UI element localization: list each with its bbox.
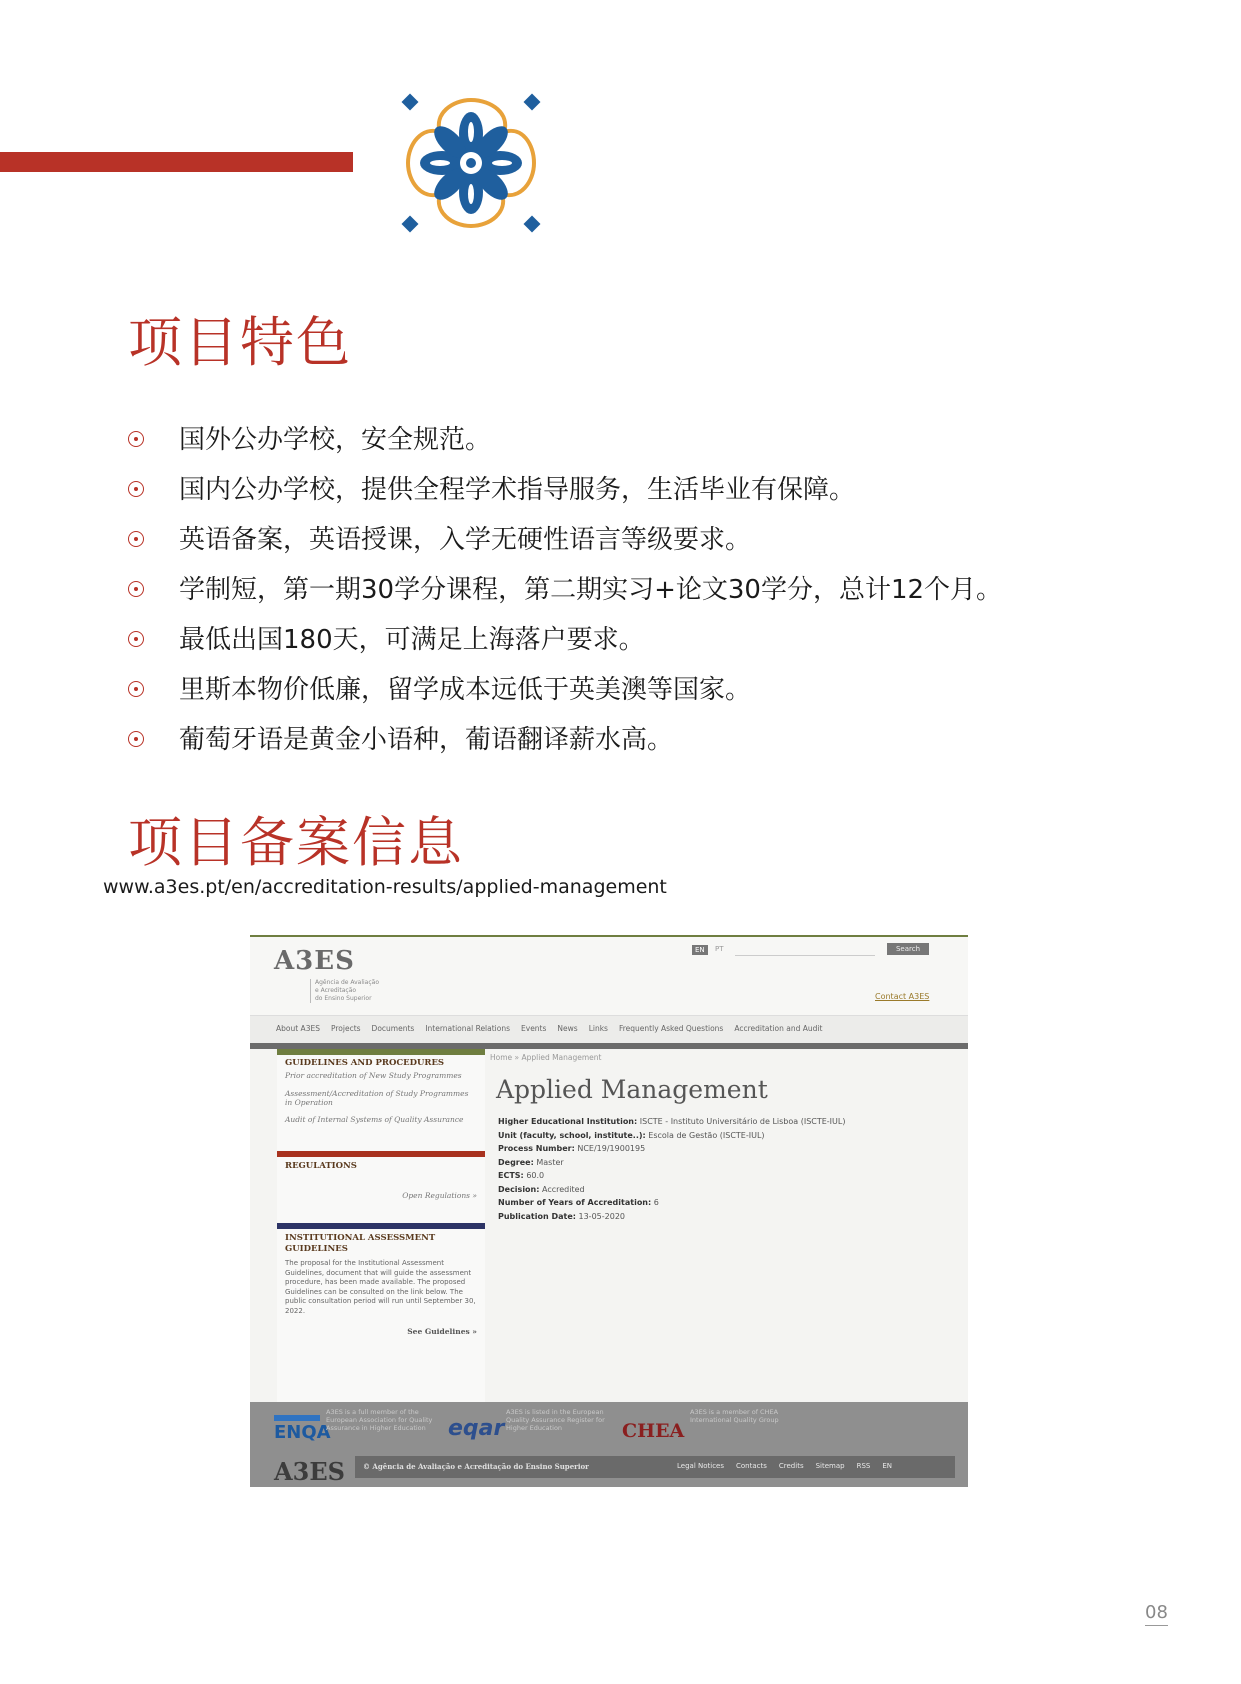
see-guidelines-link[interactable]: See Guidelines »: [407, 1327, 477, 1336]
detail-label: Degree:: [498, 1157, 534, 1167]
feature-text: 学制短，第一期30学分课程，第二期实习+论文30学分，总计12个月。: [179, 575, 1003, 605]
footer-link-lang[interactable]: EN: [882, 1462, 893, 1470]
feature-text: 葡萄牙语是黄金小语种，葡语翻译薪水高。: [179, 725, 674, 755]
detail-value: Accredited: [542, 1184, 585, 1194]
detail-row: [498, 1115, 845, 1129]
feature-item: [128, 715, 1188, 765]
a3es-logo-subtitle: Agência de Avaliação e Acreditação do Ensino Superior: [310, 979, 395, 1003]
enqa-logo-bar: [274, 1415, 320, 1421]
detail-row: [498, 1156, 845, 1170]
site-sidebar: [277, 1049, 485, 1409]
feature-item: [128, 515, 1188, 565]
accreditation-details: [498, 1115, 845, 1223]
nav-item-links[interactable]: Links: [588, 1024, 608, 1033]
circle-bullet-icon: [128, 681, 144, 697]
feature-text: 最低出国180天，可满足上海落户要求。: [179, 625, 645, 655]
section-title-features: 项目特色: [128, 311, 352, 374]
decorative-red-bar: [0, 152, 353, 172]
footer-link-legal[interactable]: Legal Notices: [677, 1462, 724, 1470]
detail-label: Number of Years of Accreditation:: [498, 1198, 652, 1207]
feature-text: 国内公办学校，提供全程学术指导服务，生活毕业有保障。: [179, 475, 856, 505]
detail-label: Unit (faculty, school, institute..):: [498, 1130, 646, 1140]
institutional-text: The proposal for the Institutional Assessment Guidelines, document that will guide the assessment procedure, has been made available. The proposed Guidelines can be consulted on the link below. The public consultation period will run until September 30, 2022.: [285, 1259, 476, 1315]
institutional-title: INSTITUTIONAL ASSESSMENT GUIDELINES: [285, 1233, 436, 1254]
detail-value: Escola de Gestão (ISCTE-IUL): [648, 1130, 765, 1140]
search-button[interactable]: Search: [887, 943, 929, 955]
sidebar-divider: [277, 1151, 485, 1157]
footer-link-sitemap[interactable]: Sitemap: [815, 1462, 845, 1470]
feature-item: [128, 415, 1188, 465]
nav-item-events[interactable]: Events: [521, 1024, 547, 1033]
enqa-logo[interactable]: ENQA: [274, 1422, 331, 1443]
sidebar-divider: [277, 1223, 485, 1229]
detail-value: 60.0: [526, 1171, 545, 1180]
site-header: [250, 937, 968, 1015]
enqa-description: A3ES is a full member of the European Association for Quality Assurance in Higher Education: [326, 1408, 433, 1432]
feature-text: 国外公办学校，安全规范。: [179, 425, 492, 455]
open-regulations-link[interactable]: Open Regulations »: [402, 1191, 477, 1200]
detail-row: [498, 1129, 845, 1143]
nav-item-accreditation[interactable]: Accreditation and Audit: [734, 1024, 823, 1033]
detail-value: ISCTE - Instituto Universitário de Lisboa (ISCTE-IUL): [639, 1117, 846, 1126]
a3es-website-screenshot: [250, 935, 968, 1487]
chea-logo[interactable]: CHEA: [622, 1420, 685, 1442]
footer-a3es-logo: A3ES: [274, 1457, 345, 1486]
contact-link[interactable]: Contact A3ES: [875, 992, 930, 1001]
footer-link-contacts[interactable]: Contacts: [736, 1462, 767, 1470]
eqar-description: A3ES is listed in the European Quality Assurance Register for Higher Education: [506, 1408, 605, 1432]
circle-bullet-icon: [128, 431, 144, 447]
chea-description: A3ES is a member of CHEA International Quality Group: [690, 1408, 779, 1424]
nav-item-international[interactable]: International Relations: [425, 1024, 511, 1033]
detail-label: Decision:: [498, 1184, 540, 1194]
detail-label: Process Number:: [498, 1144, 575, 1153]
registration-url[interactable]: www.a3es.pt/en/accreditation-results/applied-management: [103, 876, 667, 898]
azulejo-tile-icon: [400, 92, 542, 234]
feature-list: [128, 415, 1188, 765]
nav-item-news[interactable]: News: [557, 1024, 578, 1033]
detail-row: [498, 1183, 845, 1197]
footer-link-rss[interactable]: RSS: [856, 1462, 871, 1470]
feature-item: [128, 665, 1188, 715]
a3es-logo: A3ES: [274, 946, 355, 976]
circle-bullet-icon: [128, 731, 144, 747]
circle-bullet-icon: [128, 581, 144, 597]
feature-text: 里斯本物价低廉，留学成本远低于英美澳等国家。: [179, 675, 752, 705]
site-nav: [250, 1015, 968, 1044]
nav-item-projects[interactable]: Projects: [330, 1024, 361, 1033]
guidelines-link[interactable]: Prior accreditation of New Study Programmes: [285, 1071, 462, 1080]
nav-item-documents[interactable]: Documents: [371, 1024, 415, 1033]
detail-value: 13-05-2020: [578, 1211, 625, 1221]
feature-item: [128, 615, 1188, 665]
detail-value: 6: [653, 1198, 659, 1207]
sidebar-divider: [277, 1049, 485, 1055]
detail-label: Higher Educational Institution:: [498, 1117, 638, 1126]
circle-bullet-icon: [128, 481, 144, 497]
regulations-title: REGULATIONS: [285, 1161, 357, 1171]
detail-value: NCE/19/1900195: [577, 1144, 646, 1153]
detail-label: ECTS:: [498, 1171, 524, 1180]
eqar-logo[interactable]: eqar: [448, 1416, 505, 1441]
breadcrumb: Home » Applied Management: [490, 1053, 602, 1062]
search-input[interactable]: [735, 943, 875, 956]
circle-bullet-icon: [128, 531, 144, 547]
detail-row: [498, 1196, 845, 1210]
feature-text: 英语备案，英语授课，入学无硬性语言等级要求。: [179, 525, 752, 555]
footer-link-credits[interactable]: Credits: [778, 1462, 804, 1470]
circle-bullet-icon: [128, 631, 144, 647]
detail-value: Master: [536, 1157, 564, 1167]
nav-item-faq[interactable]: Frequently Asked Questions: [618, 1024, 724, 1033]
guidelines-link[interactable]: Assessment/Accreditation of Study Programmes in Operation: [285, 1089, 469, 1107]
feature-item: [128, 465, 1188, 515]
detail-row: [498, 1169, 845, 1183]
page-number: 08: [1145, 1602, 1168, 1626]
guidelines-title: GUIDELINES AND PROCEDURES: [285, 1058, 445, 1068]
lang-pt-button[interactable]: PT: [715, 945, 724, 953]
detail-row: [498, 1210, 845, 1224]
site-footer: [250, 1402, 968, 1487]
footer-strip: [355, 1456, 955, 1478]
detail-label: Publication Date:: [498, 1211, 576, 1221]
section-title-registration: 项目备案信息: [128, 811, 464, 874]
detail-row: [498, 1142, 845, 1156]
guidelines-link[interactable]: Audit of Internal Systems of Quality Assurance: [285, 1115, 464, 1124]
copyright-text: © Agência de Avaliação e Acreditação do Ensino Superior: [363, 1462, 589, 1471]
nav-item-about[interactable]: About A3ES: [276, 1024, 320, 1033]
lang-en-button[interactable]: EN: [692, 945, 708, 955]
page-title: Applied Management: [496, 1075, 768, 1104]
feature-item: [128, 565, 1188, 615]
